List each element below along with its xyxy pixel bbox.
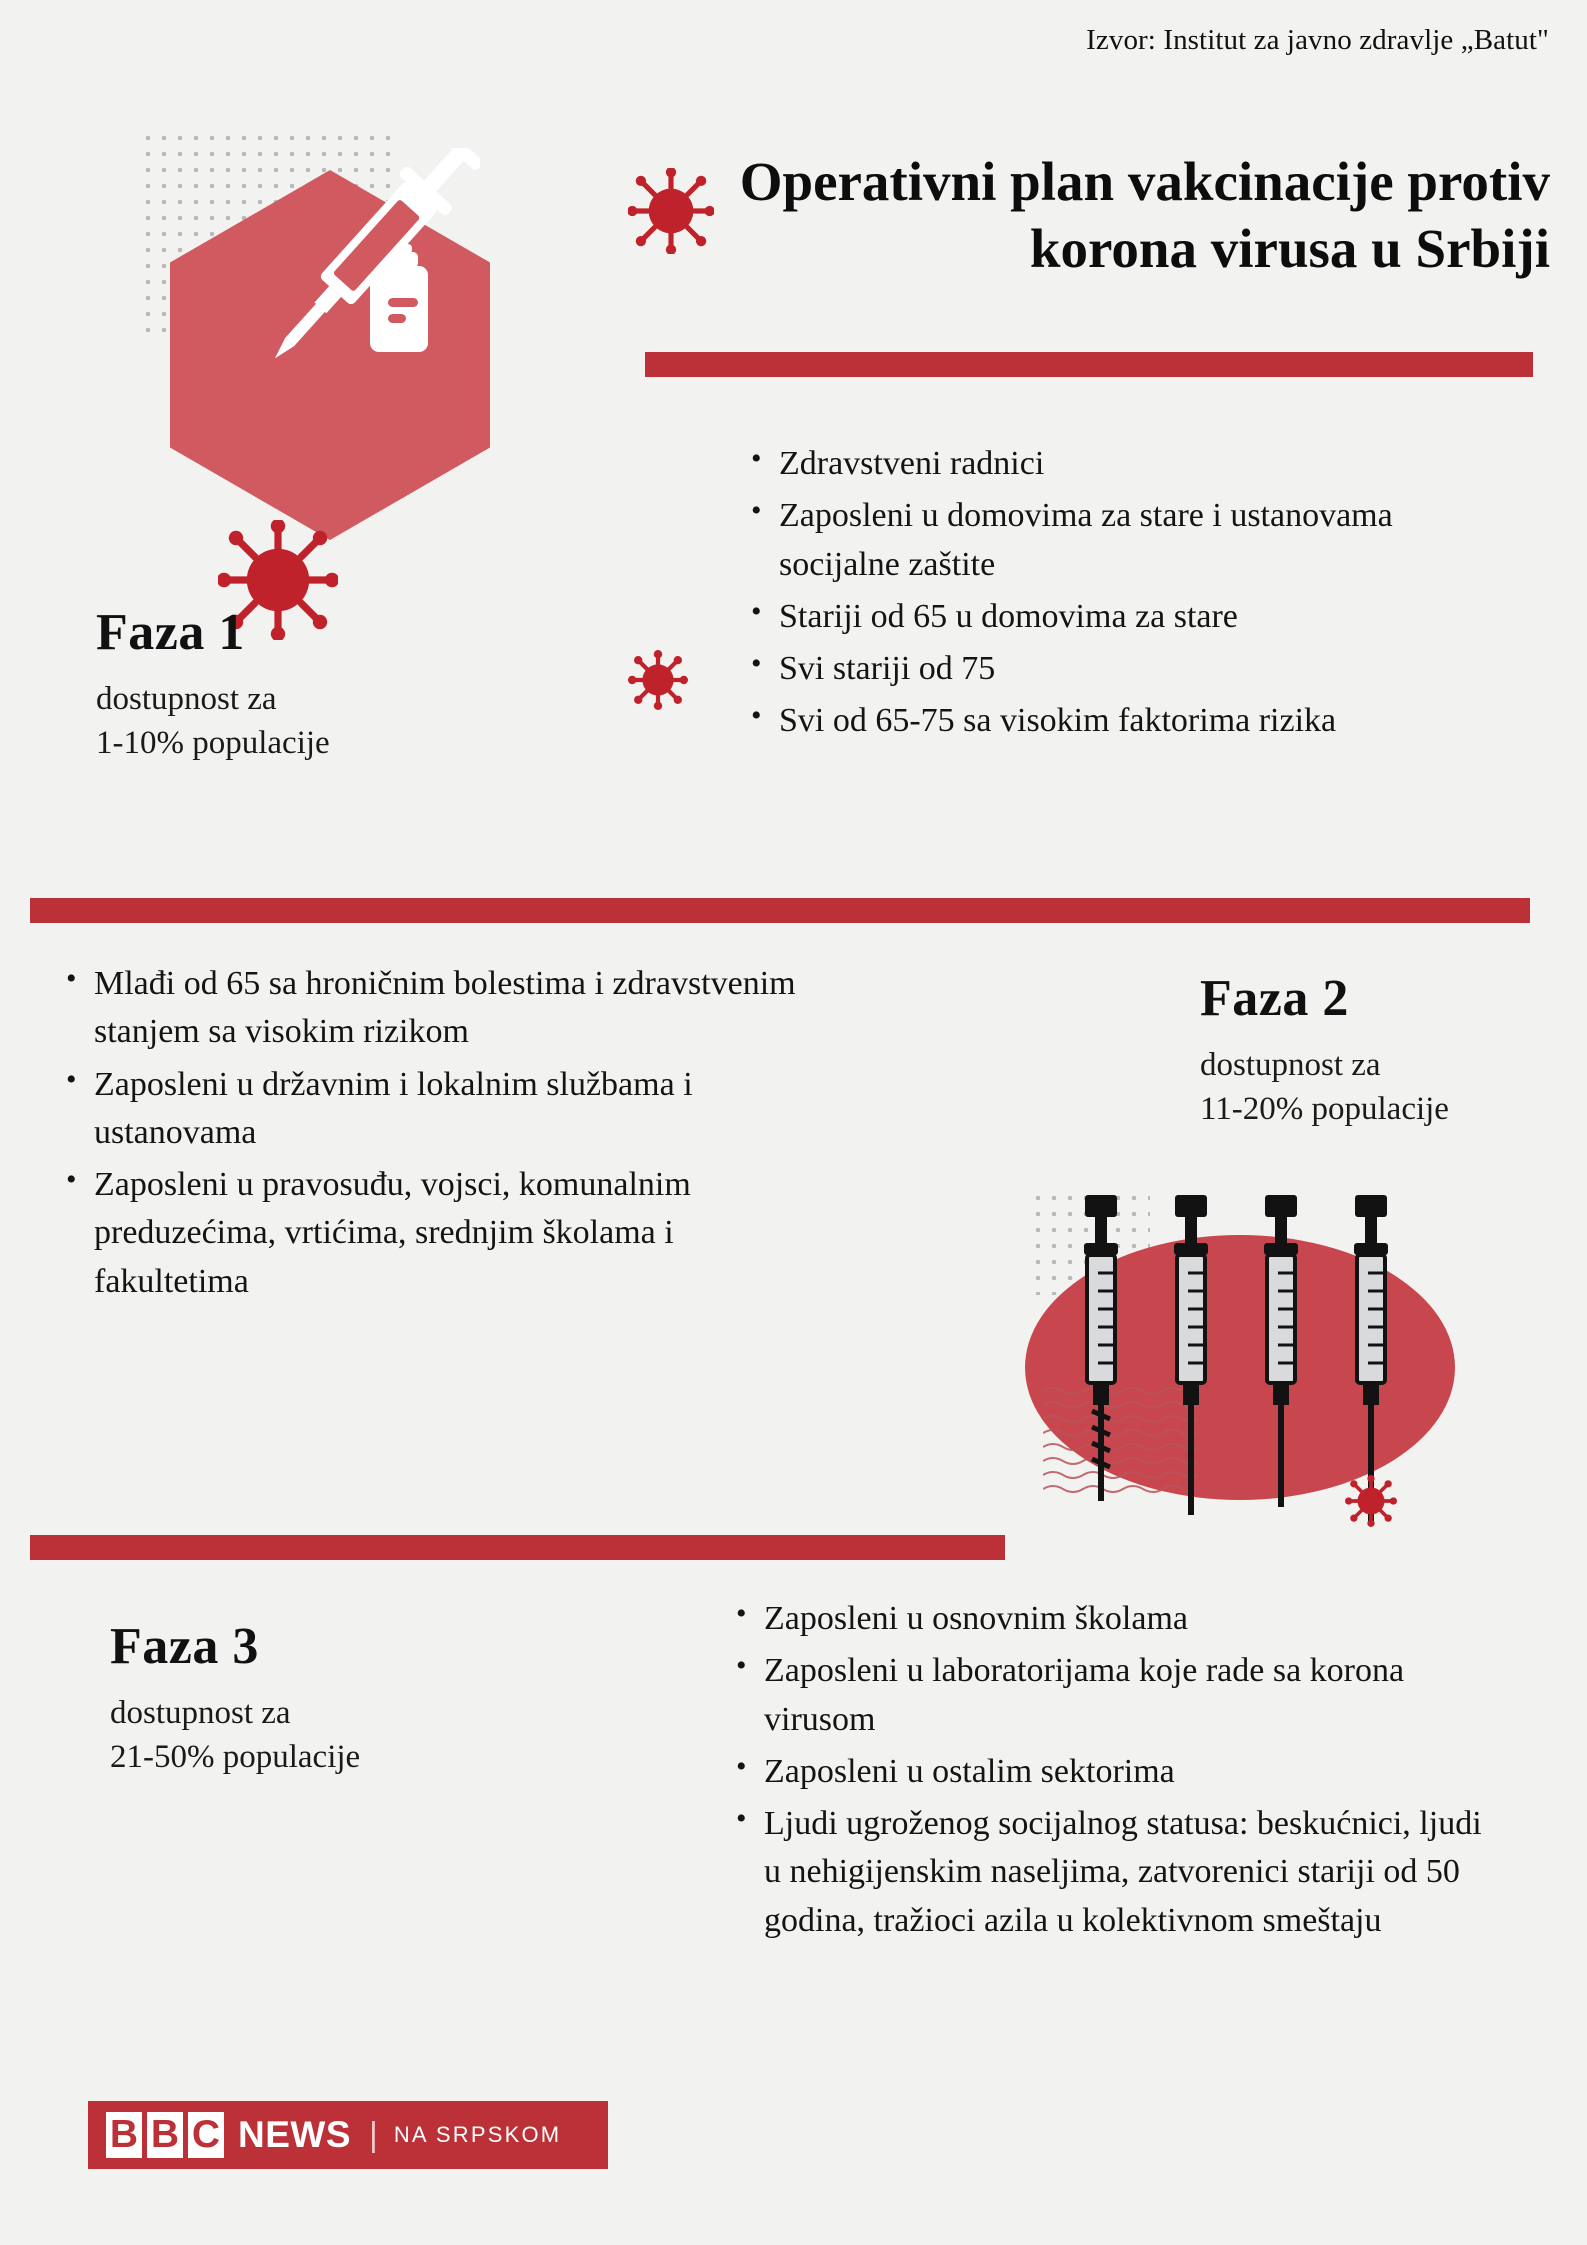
phase-3-subtitle-line-2: 21-50% populacije <box>110 1739 361 1776</box>
list-item: • Zaposleni u osnovnim školama <box>760 1595 1490 1643</box>
bbc-news-word: NEWS <box>238 2114 351 2155</box>
phase-1-name: Faza 1 <box>96 604 245 661</box>
phase-2-label <box>1200 972 1449 1132</box>
source-attribution: Izvor: Institut za javno zdravlje „Batut" <box>1086 24 1549 56</box>
list-item: • Zdravstveni radnici <box>775 440 1515 488</box>
list-item: • Zaposleni u domovima za stare i ustanovama socijalne zaštite <box>775 492 1515 589</box>
list-item: • Zaposleni u državnim i lokalnim službama i ustanovama <box>90 1061 820 1158</box>
section-divider-2 <box>30 1535 1005 1560</box>
phase-1-label <box>96 606 330 766</box>
phase-2-subtitle-line-2: 11-20% populacije <box>1200 1091 1449 1128</box>
section-divider-1 <box>30 898 1530 923</box>
syringe-and-vial-icon <box>220 148 480 448</box>
list-item: • Svi stariji od 75 <box>775 645 1515 693</box>
logo-separator: | <box>369 2115 378 2154</box>
phase-2-bullet-list <box>60 960 820 1310</box>
phase-2-subtitle <box>1200 1043 1449 1132</box>
list-item: • Ljudi ugroženog socijalnog statusa: beskućnici, ljudi u nehigijenskim naseljima, zatvorenici stariji od 50 godina, tražioci azila u kolektivnom smeštaju <box>760 1800 1490 1945</box>
bbc-letter-2: B <box>147 2112 183 2158</box>
list-item: • Svi od 65-75 sa visokim faktorima rizika <box>775 697 1515 745</box>
coronavirus-particle-icon <box>1345 1475 1397 1527</box>
bbc-letter-3: C <box>188 2112 224 2158</box>
phase-1-illustration <box>140 130 580 550</box>
coronavirus-particle-icon <box>628 168 714 254</box>
phase-1-subtitle-line-2: 1-10% populacije <box>96 725 330 762</box>
phase-2-name: Faza 2 <box>1200 970 1349 1027</box>
phase-2-subtitle-line-1: dostupnost za <box>1200 1046 1381 1083</box>
list-item: • Mlađi od 65 sa hroničnim bolestima i zdravstvenim stanjem sa visokim rizikom <box>90 960 820 1057</box>
phase-3-name: Faza 3 <box>110 1618 259 1675</box>
phase-3-bullet-list <box>730 1595 1490 1949</box>
phase-3-label <box>110 1620 360 1780</box>
title-underline-rule <box>645 352 1533 377</box>
list-item: • Zaposleni u laboratorijama koje rade sa korona virusom <box>760 1647 1490 1744</box>
phase-1-subtitle <box>96 677 330 766</box>
bbc-letter-blocks <box>106 2112 224 2158</box>
phase-3-subtitle-line-1: dostupnost za <box>110 1694 291 1731</box>
phase-1-bullet-list <box>745 440 1515 750</box>
bbc-news-logo <box>88 2101 608 2169</box>
phase-2-illustration <box>1015 1195 1555 1535</box>
bbc-letter-1: B <box>106 2112 142 2158</box>
list-item: • Zaposleni u pravosuđu, vojsci, komunalnim preduzećima, vrtićima, srednjim školama i fakultetima <box>90 1161 820 1306</box>
page-title: Operativni plan vakcinacije protiv korona virusa u Srbiji <box>739 151 1550 280</box>
coronavirus-particle-icon <box>628 650 688 710</box>
phase-3-subtitle <box>110 1691 360 1780</box>
four-syringes-icon <box>1015 1195 1555 1535</box>
list-item: • Stariji od 65 u domovima za stare <box>775 593 1515 641</box>
phase-1-subtitle-line-1: dostupnost za <box>96 680 277 717</box>
logo-tagline: NA SRPSKOM <box>393 2122 562 2147</box>
list-item: • Zaposleni u ostalim sektorima <box>760 1748 1490 1796</box>
